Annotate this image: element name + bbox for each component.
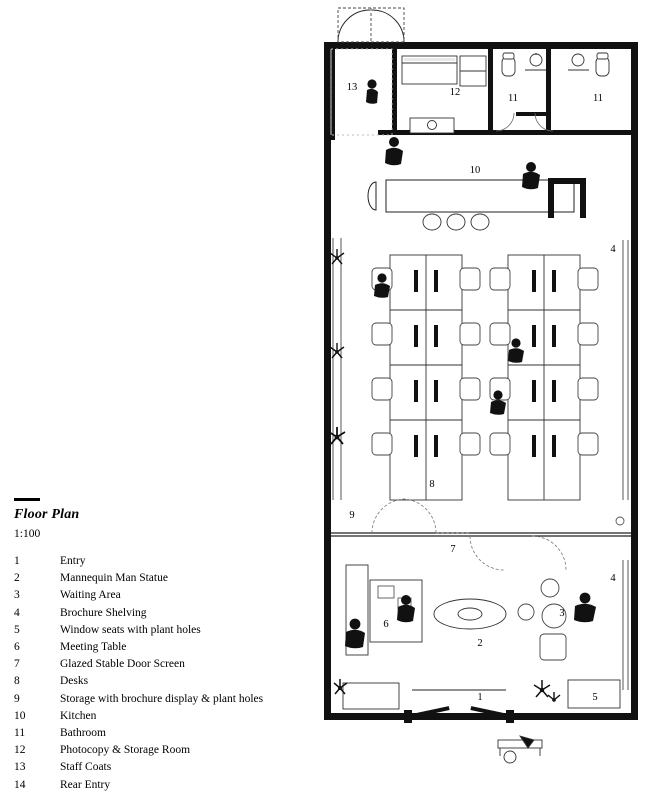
room-photocopy-storage (402, 56, 486, 86)
room-marker-2: 2 (477, 638, 483, 649)
legend-item-number: 7 (14, 658, 20, 671)
legend-item-number: 5 (14, 623, 20, 636)
legend-item-number: 12 (14, 744, 26, 757)
room-marker-12: 12 (449, 87, 461, 98)
room-marker-4-upper: 4 (610, 244, 616, 255)
list-item (14, 639, 263, 656)
legend-rule (14, 498, 40, 501)
person-figure-staff-coats (366, 79, 378, 103)
legend-item-number: 8 (14, 675, 20, 688)
list-item (14, 570, 263, 587)
list-item (14, 605, 263, 622)
legend-item-number: 4 (14, 606, 20, 619)
person-figure-kitchen-right (522, 162, 540, 189)
legend-item-number: 2 (14, 572, 20, 585)
legend-list (14, 553, 263, 794)
mannequin-statue (434, 599, 506, 629)
legend-item-number: 14 (14, 778, 26, 791)
legend-item-number: 9 (14, 692, 20, 705)
legend-item-label: Window seats with plant holes (60, 623, 201, 636)
storage-brochure-wall (333, 238, 341, 500)
list-item (14, 622, 263, 639)
legend-item-label: Desks (60, 675, 89, 688)
room-marker-8: 8 (429, 479, 435, 490)
list-item (14, 777, 263, 794)
window-seat-left (343, 683, 399, 709)
room-marker-13: 13 (346, 82, 358, 93)
legend-item-label: Waiting Area (60, 589, 121, 602)
room-kitchen (368, 180, 574, 212)
exterior-bench (498, 736, 542, 763)
room-marker-9: 9 (349, 510, 355, 521)
list-item (14, 673, 263, 690)
brochure-shelving-upper (623, 240, 628, 500)
brochure-shelving-lower (623, 560, 628, 690)
room-marker-5: 5 (592, 692, 598, 703)
room-marker-10: 10 (469, 165, 481, 176)
room-marker-11-right: 11 (592, 93, 604, 104)
room-bathroom-left (502, 53, 546, 76)
list-item (14, 691, 263, 708)
legend-item-label: Storage with brochure display & plant holes (60, 692, 264, 705)
page-title: Floor Plan (14, 507, 80, 522)
legend-item-label: Photocopy & Storage Room (60, 744, 191, 757)
legend-item-label: Meeting Table (60, 641, 127, 654)
vestibule-basin (410, 118, 454, 133)
legend-block (14, 498, 314, 794)
scale-label: 1:100 (14, 528, 41, 540)
legend-item-label: Mannequin Man Statue (60, 572, 168, 585)
list-item (14, 656, 263, 673)
legend-item-label: Kitchen (60, 709, 97, 722)
plant-icons-storage (329, 249, 345, 444)
legend-item-number: 13 (14, 761, 26, 774)
list-item (14, 759, 263, 776)
legend-item-number: 11 (14, 727, 26, 740)
list-item (14, 553, 263, 570)
kitchen-stools (423, 214, 489, 230)
waiting-area-seating (518, 579, 566, 660)
legend-item-number: 3 (14, 589, 20, 602)
room-bathroom-right (568, 53, 609, 76)
room-staff-coats (331, 49, 392, 135)
room-marker-11-left: 11 (507, 93, 519, 104)
legend-item-label: Staff Coats (60, 761, 112, 774)
legend-item-number: 10 (14, 709, 26, 722)
legend-item-number: 6 (14, 641, 20, 654)
list-item (14, 725, 263, 742)
screen-door-swings (372, 499, 566, 570)
screen-pivot-icon (616, 517, 624, 525)
desk-cluster-left (390, 255, 462, 500)
room-marker-1: 1 (477, 692, 483, 703)
list-item (14, 587, 263, 604)
rear-entry-door-swings (338, 8, 404, 42)
room-marker-7: 7 (450, 544, 456, 555)
list-item (14, 742, 263, 759)
legend-item-label: Bathroom (60, 727, 106, 740)
legend-item-number: 1 (14, 555, 20, 567)
glazed-stable-door-screen (331, 533, 631, 536)
legend-item-label: Glazed Stable Door Screen (60, 658, 185, 671)
desk-cluster-right (508, 255, 580, 500)
legend-item-label: Brochure Shelving (60, 606, 147, 619)
person-figure-kitchen-left (385, 137, 403, 165)
legend-item-label: Rear Entry (60, 778, 111, 791)
room-marker-3: 3 (559, 608, 565, 619)
legend-item-label: Entry (60, 555, 86, 567)
person-figure-waiting (574, 593, 596, 623)
room-marker-6: 6 (383, 619, 389, 630)
room-marker-4-lower: 4 (610, 573, 616, 584)
floor-plan-drawing (310, 0, 652, 800)
list-item (14, 708, 263, 725)
